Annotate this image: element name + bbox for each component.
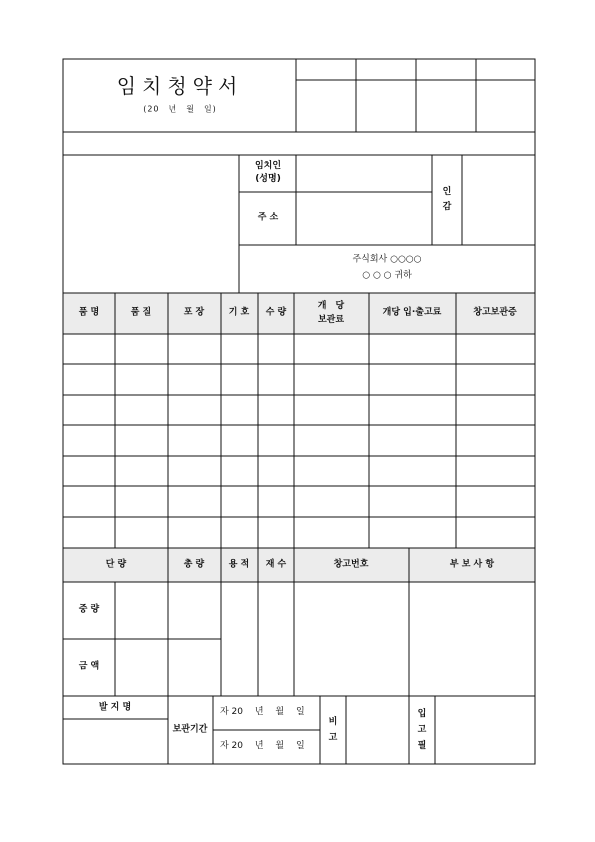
remarks-label: 비 고 [328, 717, 338, 743]
document-date: (20 년 월 일) [143, 104, 217, 114]
document-title: 임치청약서 [116, 74, 244, 98]
recipient-company: 주식회사 ○○○○ [352, 254, 422, 265]
storage-period-from: 자 20 년 월 일 [220, 707, 305, 717]
depositor-name-label: 임치인 (성명) [254, 161, 282, 184]
summary-header-warehouse-no: 창고번호 [333, 559, 369, 570]
goods-header-quality: 품 질 [130, 307, 152, 318]
summary-header-count: 재 수 [265, 559, 287, 570]
summary-header-total: 총 량 [183, 559, 205, 570]
summary-header-insurance: 부 보 사 항 [449, 559, 495, 570]
summary-header-volume: 용 적 [228, 559, 250, 570]
summary-row-amount: 금 액 [78, 661, 100, 672]
seal-label: 인 감 [442, 187, 452, 212]
storage-period-label: 보관기간 [172, 724, 208, 735]
origin-label: 발 지 명 [98, 702, 132, 713]
depositor-address-label: 주 소 [257, 212, 279, 223]
summary-header-unit: 단 량 [105, 559, 127, 570]
recipient-person: ○ ○ ○ 귀하 [362, 270, 412, 281]
goods-header-name: 품 명 [78, 307, 100, 318]
goods-header-mark: 기 호 [228, 307, 250, 318]
goods-header-handling-fee: 개당 입·출고료 [382, 307, 442, 318]
goods-header-warehouse-receipt: 창고보관증 [473, 307, 517, 318]
summary-row-weight: 중 량 [78, 604, 100, 615]
entry-confirmed-label: 입 고 필 [417, 709, 427, 751]
goods-header-storage-fee: 개 당 보관료 [317, 301, 345, 325]
goods-header-packing: 포 장 [183, 307, 205, 318]
storage-period-to: 자 20 년 월 일 [220, 741, 305, 751]
outer-border [63, 59, 535, 764]
goods-header-quantity: 수 량 [265, 307, 287, 318]
